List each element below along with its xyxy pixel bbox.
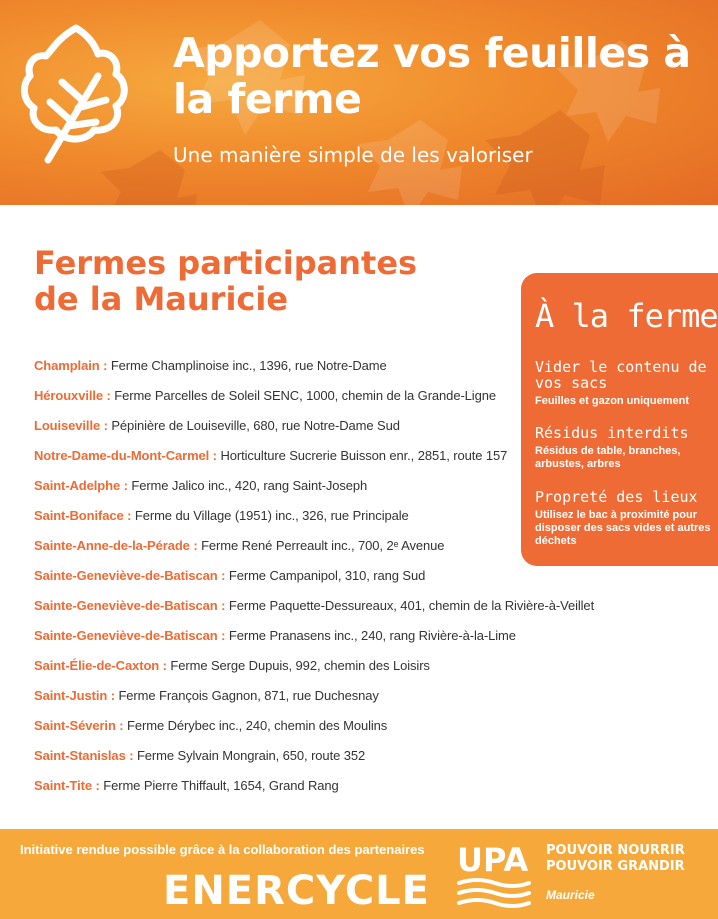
upa-slogan-line-2: POUVOIR GRANDIR: [546, 859, 685, 874]
farm-town: Saint-Séverin :: [34, 718, 124, 733]
list-item: [34, 688, 654, 718]
farm-address: Ferme François Gagnon, 871, rue Duchesnay: [118, 688, 379, 703]
farm-address: Ferme Champlinoise inc., 1396, rue Notre-Dame: [110, 358, 387, 373]
farm-town: Hérouxville :: [34, 388, 111, 403]
farm-address: Ferme Parcelles de Soleil SENC, 1000, chemin de la Grande-Ligne: [114, 388, 496, 403]
farm-town: Saint-Tite :: [34, 778, 100, 793]
farm-town: Sainte-Geneviève-de-Batiscan :: [34, 628, 226, 643]
header-banner: [0, 0, 718, 205]
sidebar-block-heading: Vider le contenu de vos sacs: [535, 358, 707, 392]
list-item: [34, 718, 654, 748]
farm-address: Ferme René Perreault inc., 700, 2ᵉ Avenue: [201, 538, 445, 553]
farm-address: Ferme Serge Dupuis, 992, chemin des Loisirs: [170, 658, 430, 673]
farm-address: Ferme Jalico inc., 420, rang Saint-Joseph: [131, 478, 368, 493]
farm-address: Ferme Paquette-Dessureaux, 401, chemin de la Rivière-à-Veillet: [228, 598, 595, 613]
info-sidebar: [521, 273, 718, 566]
farm-address: Ferme du Village (1951) inc., 326, rue Principale: [134, 508, 409, 523]
sidebar-block-text: Résidus de table, branches, arbustes, arbres: [535, 445, 681, 470]
upa-region: Mauricie: [546, 888, 595, 902]
farm-town: Sainte-Geneviève-de-Batiscan :: [34, 568, 226, 583]
farm-address: Pépinière de Louiseville, 680, rue Notre-Dame Sud: [111, 418, 400, 433]
farm-town: Louiseville :: [34, 418, 108, 433]
farm-address: Ferme Sylvain Mongrain, 650, route 352: [136, 748, 366, 763]
sidebar-block-empty-bags: [535, 359, 713, 408]
list-item: [34, 748, 654, 778]
upa-slogan: [546, 843, 685, 875]
footer-credit: Initiative rendue possible grâce à la collaboration des partenaires: [20, 842, 425, 857]
upa-logo-text: UPA: [457, 841, 529, 879]
enercycle-logo: ENERCYCLE: [163, 868, 430, 914]
list-item: [34, 778, 654, 808]
farm-address: Ferme Dérybec inc., 240, chemin des Moulins: [127, 718, 388, 733]
sidebar-block-text: Feuilles et gazon uniquement: [535, 395, 690, 407]
upa-logo: [457, 841, 532, 911]
list-item: [34, 628, 654, 658]
farm-town: Notre-Dame-du-Mont-Carmel :: [34, 448, 217, 463]
page-title: Apportez vos feuilles à la ferme: [173, 29, 691, 123]
farm-address: Horticulture Sucrerie Buisson enr., 2851, route 157: [220, 448, 508, 463]
farm-town: Sainte-Anne-de-la-Pérade :: [34, 538, 198, 553]
sidebar-block-heading: Propreté des lieux: [535, 488, 698, 506]
page-subtitle: Une manière simple de les valoriser: [173, 143, 533, 167]
farm-address: Ferme Pierre Thiffault, 1654, Grand Rang: [103, 778, 339, 793]
farm-town: Saint-Boniface :: [34, 508, 132, 523]
farm-address: Ferme Campanipol, 310, rang Sud: [228, 568, 426, 583]
sidebar-block-text: Utilisez le bac à proximité pour disposer des sacs vides et autres déchets: [535, 509, 711, 547]
farm-town: Saint-Adelphe :: [34, 478, 128, 493]
list-item: [34, 658, 654, 688]
leaf-icon: [18, 20, 133, 170]
list-item: [34, 568, 654, 598]
farm-town: Saint-Élie-de-Caxton :: [34, 658, 167, 673]
farm-town: Sainte-Geneviève-de-Batiscan :: [34, 598, 226, 613]
sidebar-block-heading: Résidus interdits: [535, 424, 689, 442]
section-title: Fermes participantes de la Mauricie: [34, 244, 418, 318]
upa-slogan-line-1: POUVOIR NOURRIR: [546, 843, 685, 858]
farm-address: Ferme Pranasens inc., 240, rang Rivière-à-la-Lime: [228, 628, 516, 643]
farm-town: Champlain :: [34, 358, 108, 373]
sidebar-block-forbidden: [535, 425, 713, 471]
sidebar-title: À la ferme: [535, 297, 718, 335]
list-item: [34, 598, 654, 628]
farm-town: Saint-Stanislas :: [34, 748, 134, 763]
farm-town: Saint-Justin :: [34, 688, 115, 703]
sidebar-block-cleanliness: [535, 489, 713, 548]
footer: [0, 829, 718, 919]
